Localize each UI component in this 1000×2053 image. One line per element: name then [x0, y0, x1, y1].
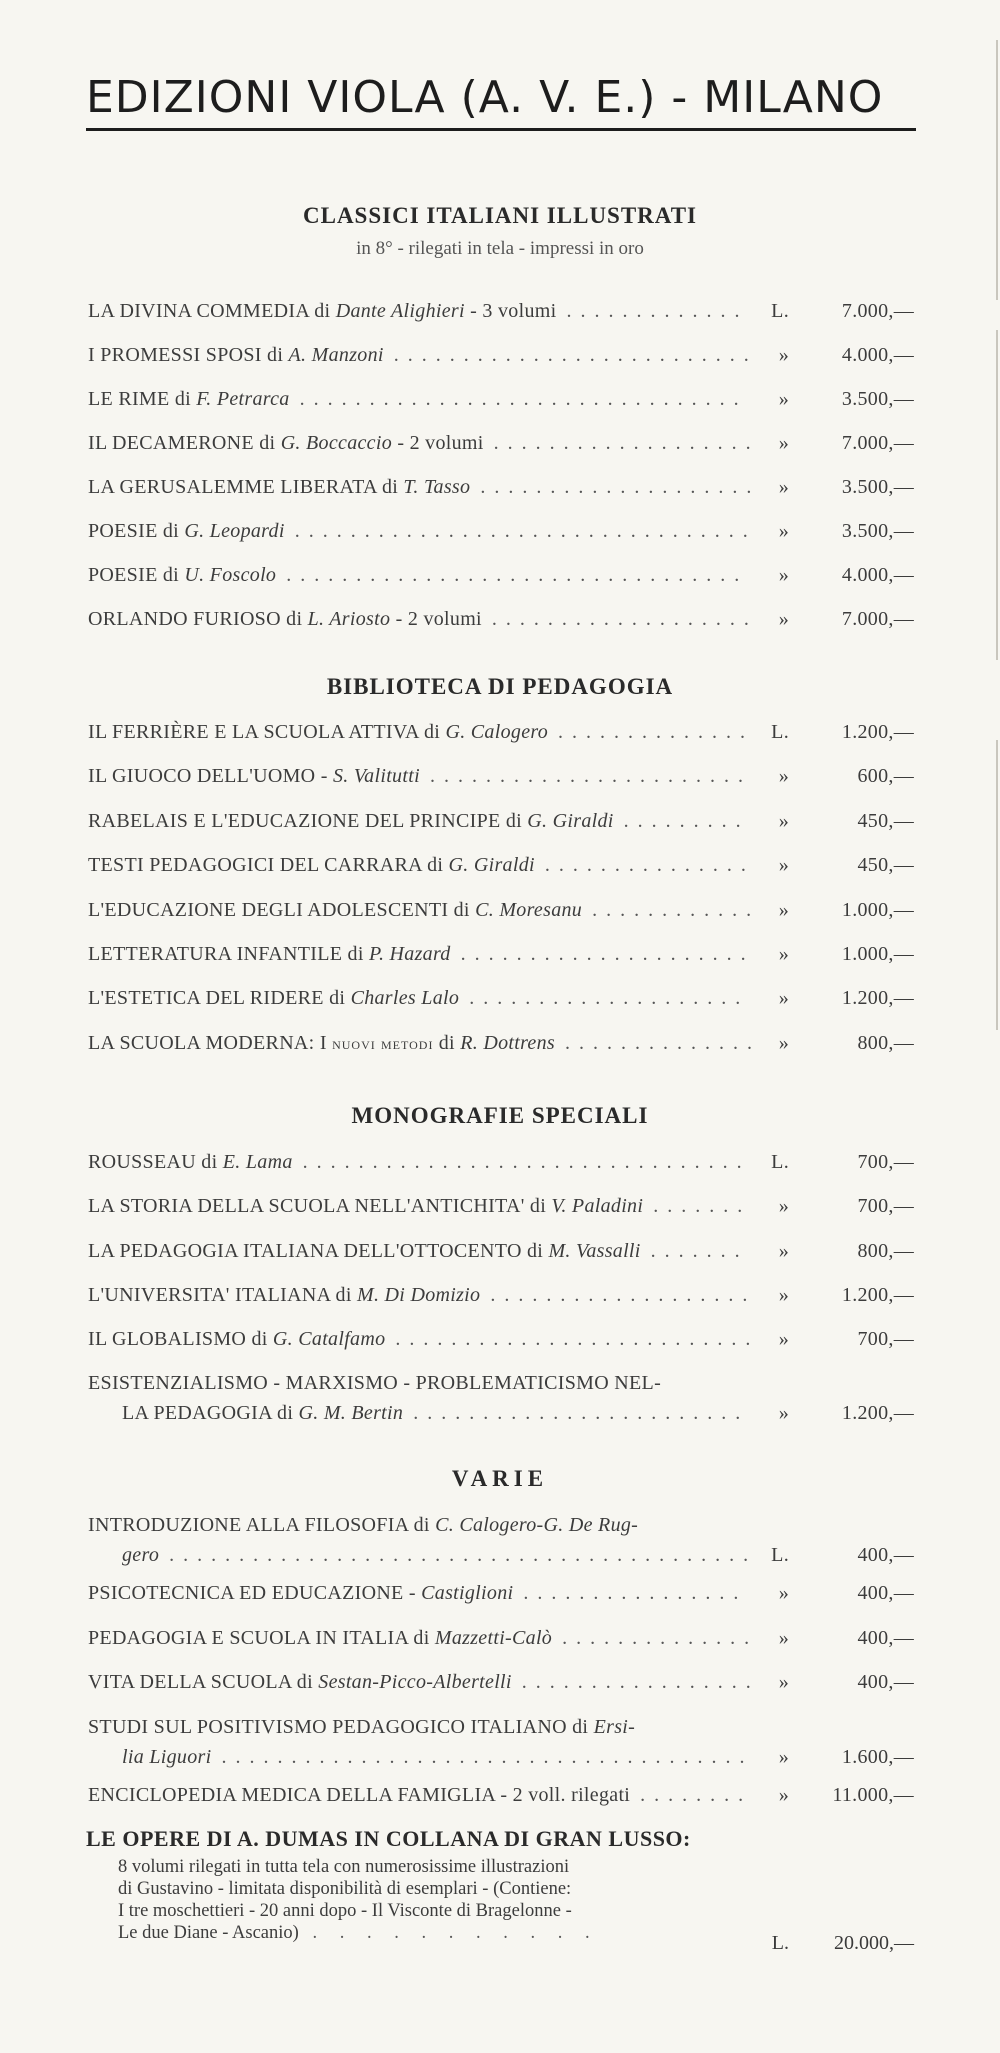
entry-author: S. Valitutti	[332, 765, 420, 787]
dumas-line-text: Le due Diane - Ascanio)	[118, 1923, 299, 1943]
currency: »	[778, 388, 789, 410]
entry-text	[88, 854, 535, 877]
dumas-description	[118, 1856, 798, 1944]
price: 7.000,—	[841, 300, 914, 322]
leader-dots: ....................	[469, 987, 750, 1009]
leader-dots: ...................	[493, 432, 760, 454]
list-item	[88, 810, 914, 844]
entry-note: - 2 volumi	[390, 608, 482, 630]
entry-text	[88, 1671, 512, 1694]
price: 700,—	[857, 1328, 914, 1350]
entry-title: LA STORIA DELLA SCUOLA NELL'ANTICHITA' di	[88, 1195, 552, 1217]
entry-author: T. Tasso	[403, 476, 471, 498]
price: 3.500,—	[841, 476, 914, 498]
price: 1.200,—	[841, 1402, 914, 1424]
list-item	[88, 432, 914, 466]
price: 800,—	[857, 1240, 914, 1262]
price: 450,—	[857, 854, 914, 876]
price: 450,—	[857, 810, 914, 832]
leader-dots: .................	[521, 1671, 760, 1693]
leader-dots: ................................	[302, 1151, 751, 1173]
price: 1.200,—	[841, 1284, 914, 1306]
section-title-varie: VARIE	[451, 1466, 549, 1491]
entry-title: ROUSSEAU di	[88, 1151, 223, 1173]
entry-title: IL GIUOCO DELL'UOMO -	[88, 765, 333, 787]
leader-dots: ..............	[562, 1627, 759, 1649]
leader-dots: .................................	[294, 520, 757, 542]
entry-title: LETTERATURA INFANTILE di	[88, 943, 369, 965]
page-edge	[996, 740, 998, 1030]
entry-note: - 3 volumi	[464, 300, 557, 322]
entry-author: G. Giraldi	[448, 854, 535, 876]
leader-dots: .......	[650, 1240, 749, 1262]
entry-author: A. Manzoni	[288, 344, 384, 366]
leader-dots: ..............	[558, 721, 755, 743]
entry-author: M. Di Domizio	[357, 1284, 481, 1306]
entry-title: PSICOTECNICA ED EDUCAZIONE -	[88, 1582, 422, 1604]
entry-title: LA SCUOLA MODERNA: I	[88, 1032, 333, 1054]
entry-author: V. Paladini	[551, 1195, 644, 1217]
currency: »	[778, 1671, 789, 1693]
price: 3.500,—	[841, 388, 914, 410]
entry-author: gero	[122, 1544, 160, 1566]
page-edge	[996, 40, 998, 300]
list-item	[88, 899, 914, 933]
price: 11.000,—	[832, 1784, 914, 1806]
currency: »	[778, 1746, 789, 1768]
entry-text	[88, 987, 459, 1010]
currency: »	[778, 344, 789, 366]
entry-author: Mazzetti-Calò	[434, 1627, 553, 1649]
entry-title: LA PEDAGOGIA ITALIANA DELL'OTTOCENTO di	[88, 1240, 549, 1262]
leader-dots: .............	[566, 300, 749, 322]
leader-dots: ....................	[480, 476, 761, 498]
entry-author: C. Moresanu	[475, 899, 583, 921]
list-item	[88, 1784, 914, 1818]
section-title-monografie: MONOGRAFIE SPECIALI	[351, 1103, 649, 1128]
entry-text	[88, 810, 614, 833]
leader-dots: .................................	[286, 564, 749, 586]
list-item	[88, 854, 914, 888]
price: 700,—	[857, 1195, 914, 1217]
currency: »	[778, 1032, 789, 1054]
entry-title: I PROMESSI SPOSI di	[88, 344, 289, 366]
leader-dots: ......................................	[221, 1746, 754, 1768]
entry-author: P. Hazard	[369, 943, 451, 965]
entry-author: G. Calogero	[445, 721, 549, 743]
list-item	[88, 1195, 914, 1229]
entry-text	[88, 388, 290, 411]
leader-dots: ...................	[490, 1284, 757, 1306]
price: 7.000,—	[841, 608, 914, 630]
leader-dots: ................................	[299, 388, 748, 410]
list-item	[88, 520, 914, 554]
entry-title: RABELAIS E L'EDUCAZIONE DEL PRINCIPE di	[88, 810, 528, 832]
section-title-classici: CLASSICI ITALIANI ILLUSTRATI	[303, 203, 697, 228]
price: 600,—	[857, 765, 914, 787]
entry-text	[88, 1784, 630, 1807]
price: 20.000,—	[834, 1932, 914, 1954]
entry-title: POESIE di	[88, 520, 185, 542]
currency: »	[778, 1195, 789, 1217]
leader-dots: ...................	[491, 608, 758, 630]
entry-author: R. Dottrens	[460, 1032, 555, 1054]
dumas-line: di Gustavino - limitata disponibilità di esemplari - (Contiene:	[118, 1879, 572, 1899]
price: 1.000,—	[841, 943, 914, 965]
entry-author: G. Boccaccio	[280, 432, 393, 454]
entry-text	[88, 1284, 480, 1307]
entry-line-2	[122, 1402, 403, 1425]
leader-dots: ........................	[413, 1402, 750, 1424]
entry-author: Ersi-	[593, 1716, 636, 1738]
leader-dots: .......................	[429, 765, 752, 787]
entry-title: INTRODUZIONE ALLA FILOSOFIA di	[88, 1514, 436, 1536]
entry-text	[88, 765, 420, 788]
currency: L.	[771, 721, 789, 743]
entry-author: E. Lama	[222, 1151, 293, 1173]
section-title-pedagogia: BIBLIOTECA DI PEDAGOGIA	[326, 674, 674, 699]
entry-text	[88, 943, 451, 966]
currency: »	[778, 520, 789, 542]
list-item	[88, 1627, 914, 1661]
currency: L.	[771, 1151, 789, 1173]
entry-text	[88, 1582, 513, 1605]
list-item	[88, 1582, 914, 1616]
price: 400,—	[857, 1582, 914, 1604]
list-item	[88, 344, 914, 378]
currency: »	[778, 432, 789, 454]
entry-author: G. Catalfamo	[272, 1328, 386, 1350]
entry-title: VITA DELLA SCUOLA di	[88, 1671, 319, 1693]
entry-author: G. Giraldi	[527, 810, 614, 832]
currency: L.	[771, 1544, 789, 1566]
entry-text	[88, 1151, 293, 1174]
list-item	[88, 987, 914, 1021]
price: 4.000,—	[841, 344, 914, 366]
list-item	[88, 608, 914, 642]
entry-text	[88, 1328, 385, 1351]
entry-title: IL DECAMERONE di	[88, 432, 281, 454]
entry-title: ENCICLOPEDIA MEDICA DELLA FAMIGLIA - 2 voll. rilegati	[88, 1784, 631, 1806]
price: 1.600,—	[841, 1746, 914, 1768]
currency: »	[778, 810, 789, 832]
list-item	[88, 1716, 914, 1776]
currency: »	[778, 476, 789, 498]
currency: »	[778, 608, 789, 630]
leader-dots: ..........................	[393, 344, 758, 366]
leader-dots: . . . . . . . . . . .	[298, 1923, 599, 1943]
entry-author: G. M. Bertin	[298, 1402, 404, 1424]
leader-dots: .....................	[460, 943, 755, 965]
entry-line-1	[88, 1716, 635, 1739]
entry-author: F. Petrarca	[196, 388, 290, 410]
price: 400,—	[857, 1671, 914, 1693]
entry-line-1	[88, 1514, 638, 1537]
list-item	[88, 765, 914, 799]
list-item	[88, 721, 914, 755]
entry-title: TESTI PEDAGOGICI DEL CARRARA di	[88, 854, 449, 876]
entry-author: Charles Lalo	[350, 987, 460, 1009]
entry-title: PEDAGOGIA E SCUOLA IN ITALIA di	[88, 1627, 435, 1649]
list-item	[88, 1514, 914, 1574]
price: 1.200,—	[841, 721, 914, 743]
list-item	[88, 1032, 914, 1066]
list-item	[88, 388, 914, 422]
list-item	[88, 300, 914, 334]
entry-title: IL GLOBALISMO di	[88, 1328, 273, 1350]
entry-text	[88, 344, 384, 367]
section-subtitle-classici: in 8° - rilegati in tela - impressi in oro	[356, 238, 644, 259]
currency: »	[778, 765, 789, 787]
price: 400,—	[857, 1544, 914, 1566]
leader-dots: ..............	[565, 1032, 761, 1054]
list-item	[88, 1328, 914, 1362]
entry-title: LA DIVINA COMMEDIA di	[88, 300, 336, 322]
entry-text	[88, 1240, 641, 1263]
entry-line-2	[122, 1746, 211, 1769]
leader-dots: .........	[623, 810, 750, 832]
entry-author: lia Liguori	[122, 1746, 212, 1768]
price: 800,—	[857, 1032, 914, 1054]
currency: »	[778, 564, 789, 586]
entry-text	[88, 520, 285, 543]
dumas-title: LE OPERE DI A. DUMAS IN COLLANA DI GRAN LUSSO:	[86, 1826, 691, 1851]
currency: »	[778, 1582, 789, 1604]
leader-dots: ........	[640, 1784, 753, 1806]
entry-author: Castiglioni	[421, 1582, 514, 1604]
price: 400,—	[857, 1627, 914, 1649]
currency: »	[778, 943, 789, 965]
entry-title: L'ESTETICA DEL RIDERE di	[88, 987, 351, 1009]
entry-text	[88, 608, 482, 631]
entry-line-1: ESISTENZIALISMO - MARXISMO - PROBLEMATICISMO NEL-	[88, 1372, 662, 1394]
currency: »	[778, 1284, 789, 1306]
entry-title: L'EDUCAZIONE DEGLI ADOLESCENTI di	[88, 899, 476, 921]
entry-author: M. Vassalli	[548, 1240, 641, 1262]
price: 700,—	[857, 1151, 914, 1173]
currency: »	[778, 1402, 789, 1424]
entry-line-2	[122, 1544, 159, 1567]
entry-subtitle: nuovi metodi	[332, 1034, 434, 1053]
list-item	[88, 943, 914, 977]
entry-title: LA PEDAGOGIA di	[122, 1402, 299, 1424]
list-item	[88, 1671, 914, 1705]
page-edge	[996, 330, 998, 660]
entry-text	[88, 476, 470, 499]
price: 7.000,—	[841, 432, 914, 454]
list-item	[88, 1372, 914, 1432]
list-item	[88, 564, 914, 598]
dumas-line: I tre moschettieri - 20 anni dopo - Il Visconte di Bragelonne -	[118, 1901, 572, 1921]
leader-dots: ...............	[544, 854, 755, 876]
entry-title: LA GERUSALEMME LIBERATA di	[88, 476, 404, 498]
entry-text	[88, 1032, 555, 1055]
entry-author: Dante Alighieri	[335, 300, 465, 322]
entry-text	[88, 899, 582, 922]
price: 4.000,—	[841, 564, 914, 586]
entry-author: L. Ariosto	[307, 608, 391, 630]
entry-text	[88, 564, 276, 587]
publisher-title: EDIZIONI VIOLA (A. V. E.) - MILANO	[86, 72, 884, 123]
entry-text	[88, 721, 548, 744]
entry-title: LE RIME di	[88, 388, 197, 410]
header-rule	[86, 128, 916, 131]
list-item	[88, 476, 914, 510]
entry-title: ORLANDO FURIOSO di	[88, 608, 308, 630]
entry-text	[88, 300, 556, 323]
currency: L.	[771, 1932, 789, 1954]
price: 1.000,—	[841, 899, 914, 921]
entry-text	[88, 1195, 643, 1218]
leader-dots: ............	[592, 899, 761, 921]
leader-dots: ................	[523, 1582, 748, 1604]
price: 1.200,—	[841, 987, 914, 1009]
entry-title: L'UNIVERSITA' ITALIANA di	[88, 1284, 357, 1306]
leader-dots: ..........................................	[169, 1544, 758, 1566]
entry-title: IL FERRIÈRE E LA SCUOLA ATTIVA di	[88, 721, 446, 743]
entry-text	[88, 1627, 552, 1650]
currency: »	[778, 1240, 789, 1262]
currency: »	[778, 899, 789, 921]
currency: »	[778, 854, 789, 876]
currency: L.	[771, 300, 789, 322]
entry-author: G. Leopardi	[184, 520, 285, 542]
entry-text	[88, 432, 484, 455]
entry-title: STUDI SUL POSITIVISMO PEDAGOGICO ITALIANO di	[88, 1716, 594, 1738]
price: 3.500,—	[841, 520, 914, 542]
currency: »	[778, 1328, 789, 1350]
list-item	[88, 1284, 914, 1318]
entry-author: U. Foscolo	[184, 564, 277, 586]
leader-dots: .......	[653, 1195, 752, 1217]
entry-title-cont: di	[433, 1032, 461, 1054]
entry-author: Sestan-Picco-Albertelli	[318, 1671, 512, 1693]
entry-note: - 2 volumi	[392, 432, 484, 454]
currency: »	[778, 1784, 789, 1806]
currency: »	[778, 1627, 789, 1649]
currency: »	[778, 987, 789, 1009]
list-item	[88, 1240, 914, 1274]
leader-dots: ..........................	[395, 1328, 760, 1350]
entry-title: POESIE di	[88, 564, 185, 586]
entry-author: C. Calogero-G. De Rug-	[435, 1514, 639, 1536]
dumas-price-row	[88, 1932, 914, 1956]
list-item	[88, 1151, 914, 1185]
dumas-line: 8 volumi rilegati in tutta tela con numerosissime illustrazioni	[118, 1857, 570, 1877]
